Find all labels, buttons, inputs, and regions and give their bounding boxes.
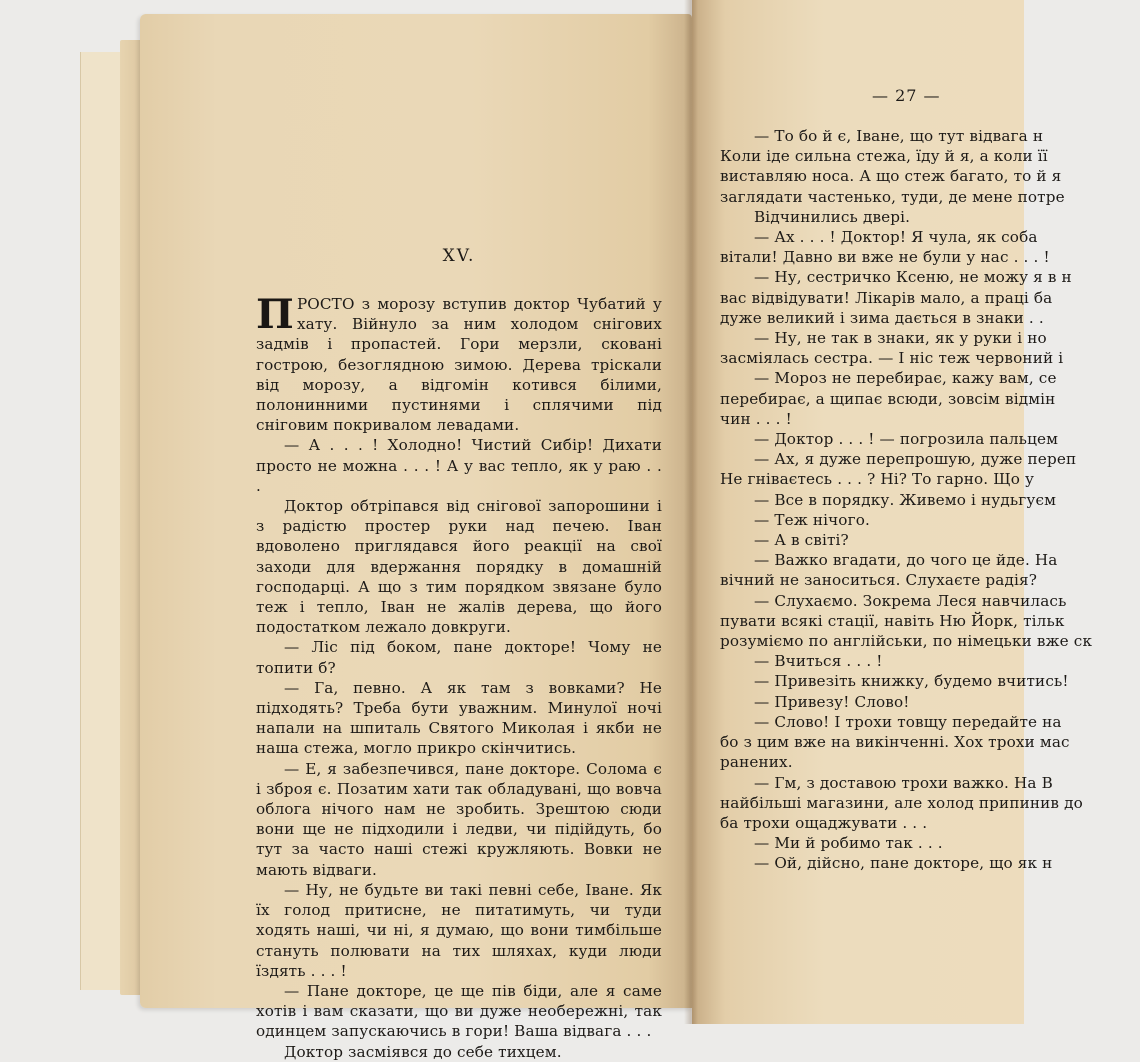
right-page <box>692 0 1093 1024</box>
paragraph-text: — Пане докторе, це ще пів біди, але я саме хотів і вам сказати, що ви дуже необережні, так одинцем запускаючись в гори! Ваша відвага . . . <box>256 981 662 1041</box>
right-text-line: — Слухаємо. Зокрема Леся навчилась <box>754 591 1067 610</box>
right-text-line: Не гніваєтесь . . . ? Ні? То гарно. Що у <box>720 470 1035 489</box>
right-text-line: пувати всякі стації, навіть Ню Йорк, тільк <box>720 611 1065 630</box>
right-text-line: ранених. <box>720 753 793 772</box>
right-text-line: — То бо й є, Іване, що тут відвага н <box>754 127 1044 145</box>
right-text-line: найбільші магазини, але холод припинив до <box>720 793 1083 812</box>
paragraph-text: — Ну, не будьте ви такі певні себе, Іване. Як їх голод притисне, не питатимуть, чи туди ходять наші, чи ні, я думаю, що вони тимбільше стануть полювати на тих шляхах, куди люди їздять . . . ! <box>256 880 662 980</box>
right-text-line: — Теж нічого. <box>754 510 870 529</box>
right-text-line: ба трохи ощаджувати . . . <box>720 813 928 832</box>
right-text-line: — Ой, дійсно, пане докторе, що як н <box>754 854 1053 873</box>
right-text-line: — Привезу! Слово! <box>754 692 910 711</box>
right-page-text <box>720 126 1140 874</box>
right-text-line: — А в світі? <box>754 531 849 550</box>
right-text-line: — Ми й робимо так . . . <box>754 834 943 853</box>
right-text-line: — Все в порядку. Живемо і нудьгуєм <box>754 490 1057 509</box>
right-text-line: — Гм, з доставою трохи важко. На В <box>754 773 1053 792</box>
right-text-line: заглядати частенько, туди, де мене потре <box>720 187 1065 206</box>
right-text-line: — Доктор . . . ! — погрозила пальцем <box>754 430 1059 449</box>
right-text-line: вічний не заноситься. Слухаєте радія? <box>720 571 1038 590</box>
paragraph-text: Доктор засміявся до себе тихцем. <box>284 1042 562 1061</box>
right-text-line: перебирає, а щипає всюди, зовсім відмін <box>720 389 1056 408</box>
right-text-line: — Ах . . . ! Доктор! Я чула, як соба <box>754 228 1038 247</box>
right-text-line: засміялась сестра. — І ніс теж червоний і <box>720 349 1064 368</box>
right-text-line: Коли іде сильна стежа, їду й я, а коли її <box>720 147 1048 166</box>
left-paragraph <box>256 291 662 435</box>
left-paragraph <box>256 435 662 496</box>
chapter-title: XV. <box>442 246 476 266</box>
book-gutter <box>684 0 698 1024</box>
paragraph-text: — Га, певно. А як там з вовками? Не підходять? Треба бути уважним. Минулої ночі напали на шпиталь Святого Миколая і якби не наша стежа, могло прикро скінчитись. <box>256 678 662 758</box>
left-page-text <box>256 291 662 1062</box>
paragraph-text: — Ліс під боком, пане докторе! Чому не топити б? <box>256 638 662 677</box>
paragraph-text: Доктор обтріпався від снігової запорошини і з радістю простер руки над печею. Іван вдоволено приглядався його реакції на свої заходи для вдержання порядку в домашній господарці. А що з тим порядком звязане було теж і тепло, Іван не жалів дерева, що його подостатком лежало довкруги. <box>256 497 662 637</box>
paragraph-text: — Е, я забезпечився, пане докторе. Солома є і зброя є. Позатим хати так обладувані, що вовча облога нічого нам не зробить. Зрештою сюди вони ще не підходили і ледви, чи підійдуть, бо тут за часто наші стежі кружляють. Вовки не мають відваги. <box>256 759 662 879</box>
right-text-line: бо з цим вже на викінченні. Хох трохи мас <box>720 733 1070 752</box>
page-number: — 27 — <box>872 86 941 105</box>
right-text-line: — Важко вгадати, до чого це йде. На <box>754 551 1058 570</box>
right-text-line: — Ах, я дуже перепрошую, дуже переп <box>754 450 1077 469</box>
left-paragraph <box>256 880 662 981</box>
left-paragraph <box>256 759 662 880</box>
paragraph-text: — А . . . ! Холодно! Чистий Сибір! Дихати просто не можна . . . ! А у вас тепло, як у раю . . . <box>256 436 662 495</box>
left-paragraph <box>256 637 662 677</box>
left-paragraph <box>256 981 662 1042</box>
right-text-line: вітали! Давно ви вже не були у нас . . . ! <box>720 248 1050 267</box>
right-text-line: виставляю носа. А що стеж багато, то й я <box>720 167 1062 186</box>
right-text-line: розуміємо по англійськи, по німецьки вже ск <box>720 632 1093 651</box>
paragraph-text: РОСТО з морозу вступив доктор Чубатий у хату. Війнуло за ним холодом снігових задмів і пропастей. Гори мерзли, сковані гострою, безоглядною зимою. Дерева тріскали від морозу, а відгомін котився білими, полонинними пустинями і сплячими під сніговим покривалом левадами. <box>256 295 662 435</box>
right-text-line: — Вчиться . . . ! <box>754 652 883 671</box>
drop-cap: П <box>256 291 294 338</box>
left-paragraph <box>256 678 662 759</box>
right-text-line: — Ну, не так в знаки, як у руки і но <box>754 329 1047 348</box>
left-page <box>140 14 692 1061</box>
right-text-line: — Мороз не перебирає, кажу вам, се <box>754 369 1057 388</box>
right-text-line: дуже великий і зима дається в знаки . . <box>720 308 1044 327</box>
right-text-line: Відчинились двері. <box>754 207 911 226</box>
right-text-line: — Привезіть книжку, будемо вчитись! <box>754 672 1069 691</box>
left-paragraph <box>256 1042 662 1062</box>
right-text-line: чин . . . ! <box>720 409 792 428</box>
right-text-line: — Ну, сестричко Ксеню, не можу я в н <box>754 268 1072 287</box>
left-paragraph <box>256 496 662 637</box>
right-text-line: вас відвідувати! Лікарів мало, а праці ба <box>720 288 1053 307</box>
right-text-line: — Слово! І трохи товщу передайте на <box>754 712 1062 731</box>
